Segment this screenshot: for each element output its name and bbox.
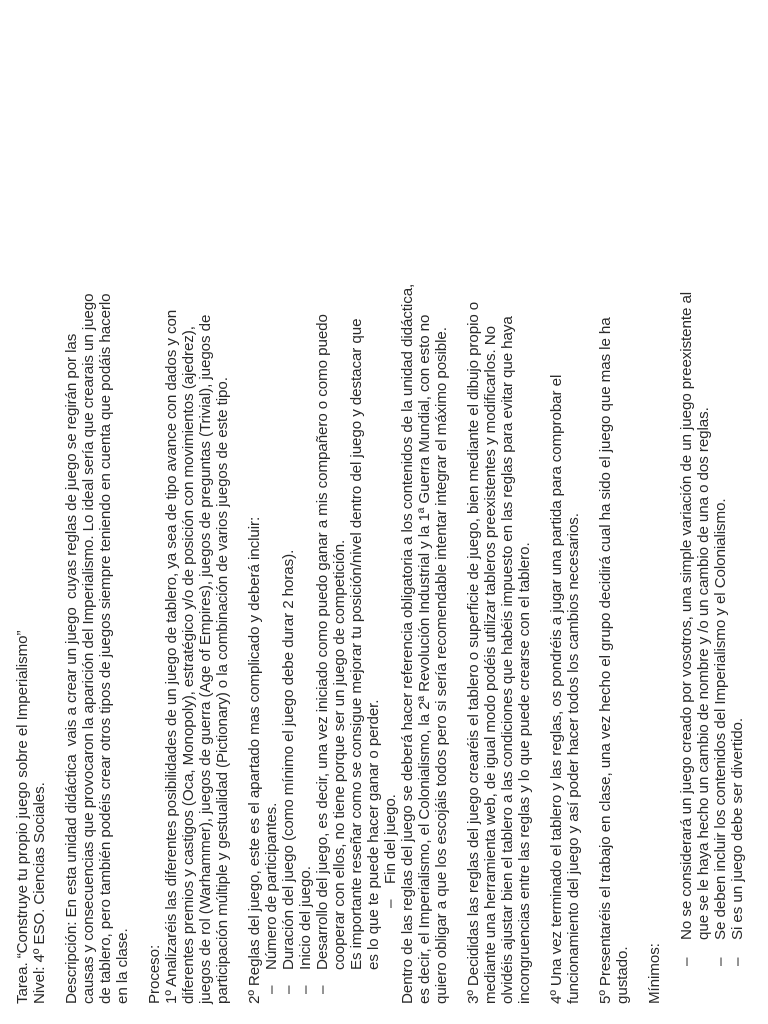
step-5-paragraph [597, 14, 631, 1004]
text-line: juegos de rol (Warhammer), juegos de guerra (Age of Empires), juegos de preguntas (Trivial), juegos de [197, 314, 214, 1004]
description-paragraph [63, 14, 131, 1004]
rotated-document-content [14, 14, 746, 1004]
text-line: en la clase. [114, 928, 131, 1004]
list-item-continuation: cooperar con ellos, no tiene porque ser un juego de competición. [331, 539, 348, 970]
list-item-continuation: que se le haya hecho un cambio de nombre y /o un cambio de una o dos reglas. [695, 407, 712, 940]
text-line: incongruencias entre las reglas y lo que puede crearse con el tablero. [516, 542, 533, 1004]
bullet-dash: – [263, 985, 280, 994]
list-item: – No se considerará un juego creado por vosotros, una simple variación de un juego preexistente al [678, 291, 695, 966]
text-line: de tablero, pero también podéis crear otros tipos de juegos siempre teniendo en cuenta que podáis hacerlo [97, 293, 114, 1004]
list-item: – Número de participantes. [263, 802, 280, 994]
list-item: – Fin del juego. [382, 794, 399, 908]
text-line: quiero obligar a que los escojáis todos pero si sería recomendable intentar integrar el máximo posible. [433, 327, 450, 1004]
text-line: 3º Decididas las reglas del juego crearéis el tablero o superficie de juego, bien mediante el dibujo propio o [465, 301, 482, 1004]
text-line: participación múltiple y gestualidad (Pictionary) o la combinación de varios juegos de este tipo. [214, 377, 231, 1004]
level-line: Nivel: 4º ESO. Ciencias Sociales. [31, 782, 48, 1004]
text-line: mediante una herramienta web, de igual modo podéis utilizar tableros preexistentes y modificarlos. No [482, 326, 499, 1004]
list-item-continuation: Es importante reseñar como se consigue mejorar tu posición/nivel dentro del juego y destacar que [348, 318, 365, 970]
minimums-heading: Mínimos: [646, 943, 663, 1004]
list-item: – Desarrollo del juego, es decir, una vez iniciado como puedo ganar a mis compañero o como puedo [314, 314, 331, 994]
bullet-dash: – [678, 957, 695, 966]
bullet-dash: – [729, 957, 746, 966]
list-item: – Si es un juego debe ser divertido. [729, 717, 746, 966]
text-line: olvidéis ajustar bien el tablero a las condiciones que habéis impuesto en las reglas para evitar que haya [499, 316, 516, 1004]
step-4-paragraph [548, 14, 582, 1004]
bullet-dash: – [280, 985, 297, 994]
bullet-dash: – [712, 957, 729, 966]
text-line: gustado. [614, 946, 631, 1004]
text-line: causas y consecuencias que provocaron la aparición del Imperialismo. Lo ideal sería que crearais un juego [80, 293, 97, 1004]
step-2-section [246, 14, 450, 1004]
text-line: diferentes premios y castigos (Oca, Monopoly), estratégico y/o de posición con movimientos (ajedrez), [180, 326, 197, 1004]
list-item: – Inicio del juego. [297, 866, 314, 994]
text-line: 4º Una vez terminado el tablero y las reglas, os pondréis a jugar una partida para comprobar el [548, 374, 565, 1004]
bullet-dash: – [297, 985, 314, 994]
text-line: es decir, el Imperialismo, el Colonialismo, la 2ª Revolución Industrial y la 1ª Guerra Mundial, con esto no [416, 314, 433, 1004]
process-heading: Proceso: [146, 944, 163, 1004]
list-item-continuation: es lo que te puede hacer ganar o perder. [365, 699, 382, 970]
text-line: Descripción: En esta unidad didáctica vais a crear un juego cuyas reglas de juego se regirán por las [63, 333, 80, 1004]
step-3-paragraph [465, 14, 533, 1004]
text-line: Dentro de las reglas del juego se deberá hacer referencia obligatoria a los contenidos de la unidad didáctica, [399, 283, 416, 1004]
text-line: funcionamiento del juego y así poder hacer todos los cambios necesarios. [565, 513, 582, 1004]
list-item: – Se deben incluir los contenidos del Imperialismo y el Colonialismo. [712, 498, 729, 966]
text-line: 1º Analizaréis las diferentes posibilidades de un juego de tablero, ya sea de tipo avance con dados y con [163, 309, 180, 1004]
list-item: – Duración del juego (como mínimo el juego debe durar 2 horas). [280, 549, 297, 994]
minimums-list [678, 14, 746, 1004]
bullet-dash: – [314, 985, 331, 994]
step-2-intro: 2º Reglas del juego, este es el apartado mas complicado y deberá incluir: [246, 516, 263, 1004]
step-1-paragraph [163, 14, 231, 1004]
task-title: Tarea. “Construye tu propio juego sobre el Imperialismo” [14, 630, 31, 1004]
bullet-dash: – [382, 899, 399, 908]
text-line: 5º Presentaréis el trabajo en clase, una vez hecho el grupo decidirá cual ha sido el juego que mas le ha [597, 317, 614, 1004]
